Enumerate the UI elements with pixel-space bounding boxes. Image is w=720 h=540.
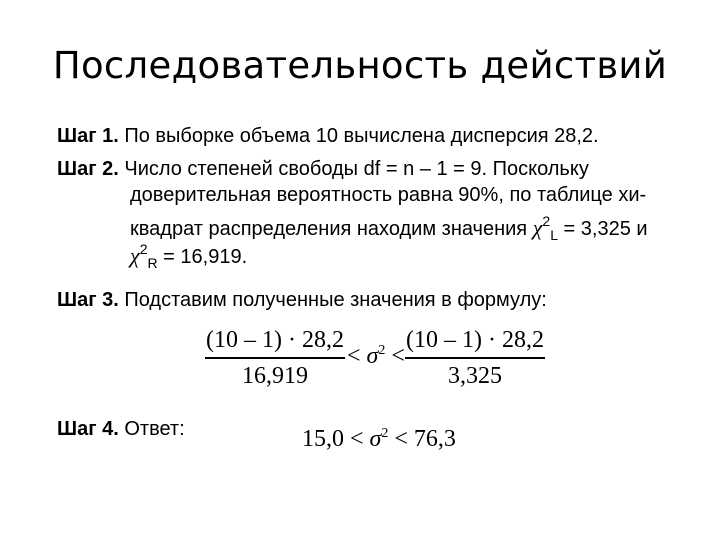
answer-left: 15,0 <	[302, 426, 364, 452]
chi-left-symbol: χ	[532, 215, 543, 240]
left-fraction-bar	[205, 357, 345, 359]
step-4	[57, 416, 185, 442]
less-than-2: <	[391, 343, 405, 369]
right-fraction-bar	[405, 357, 545, 359]
chi-left-sup: 2	[542, 213, 551, 229]
answer-sigma: σ	[369, 426, 382, 452]
step-2-line-4	[130, 236, 247, 276]
answer-formula	[302, 426, 456, 453]
chi-left-sub: L	[550, 227, 558, 243]
right-fraction-numerator: (10 – 1) · 28,2	[406, 327, 544, 353]
right-fraction-denominator: 3,325	[448, 362, 502, 389]
answer-sigma-sup: 2	[381, 426, 389, 441]
step-4-text: Ответ:	[124, 418, 185, 440]
left-fraction	[205, 326, 345, 390]
step-1	[57, 123, 599, 149]
left-fraction-numerator: (10 – 1) · 28,2	[206, 327, 344, 353]
left-fraction-denominator: 16,919	[242, 362, 308, 389]
step-3-text: Подставим полученные значения в формулу:	[124, 289, 547, 311]
step-3-label: Шаг 3.	[57, 289, 119, 311]
chi-right-symbol: χ	[130, 243, 140, 268]
step-2-line-1	[57, 156, 589, 182]
slide-title: Последовательность действий	[52, 44, 668, 87]
answer-right: < 76,3	[394, 426, 456, 452]
step-4-label: Шаг 4.	[57, 418, 119, 440]
step-2-text-1: Число степеней свободы df = n – 1 = 9. Поскольку	[124, 158, 589, 180]
inequality-middle	[347, 343, 405, 370]
right-fraction	[405, 326, 545, 390]
chi-left-value: = 3,325 и	[557, 218, 648, 240]
chi-right-sub: R	[147, 255, 158, 271]
step-1-label: Шаг 1.	[57, 125, 119, 147]
chi-right-sup: 2	[139, 241, 148, 257]
step-1-text: По выборке объема 10 вычислена дисперсия 28,2.	[124, 125, 599, 147]
sigma-sup: 2	[378, 343, 386, 358]
less-than-1: <	[347, 343, 361, 369]
step-3	[57, 287, 547, 313]
step-2-label: Шаг 2.	[57, 158, 119, 180]
sigma-symbol: σ	[366, 343, 379, 369]
step-2-text-3: квадрат распределения находим значения	[130, 218, 528, 240]
chi-right-value: = 16,919.	[157, 246, 248, 268]
step-2-line-2: доверительная вероятность равна 90%, по таблице хи-	[130, 184, 647, 206]
